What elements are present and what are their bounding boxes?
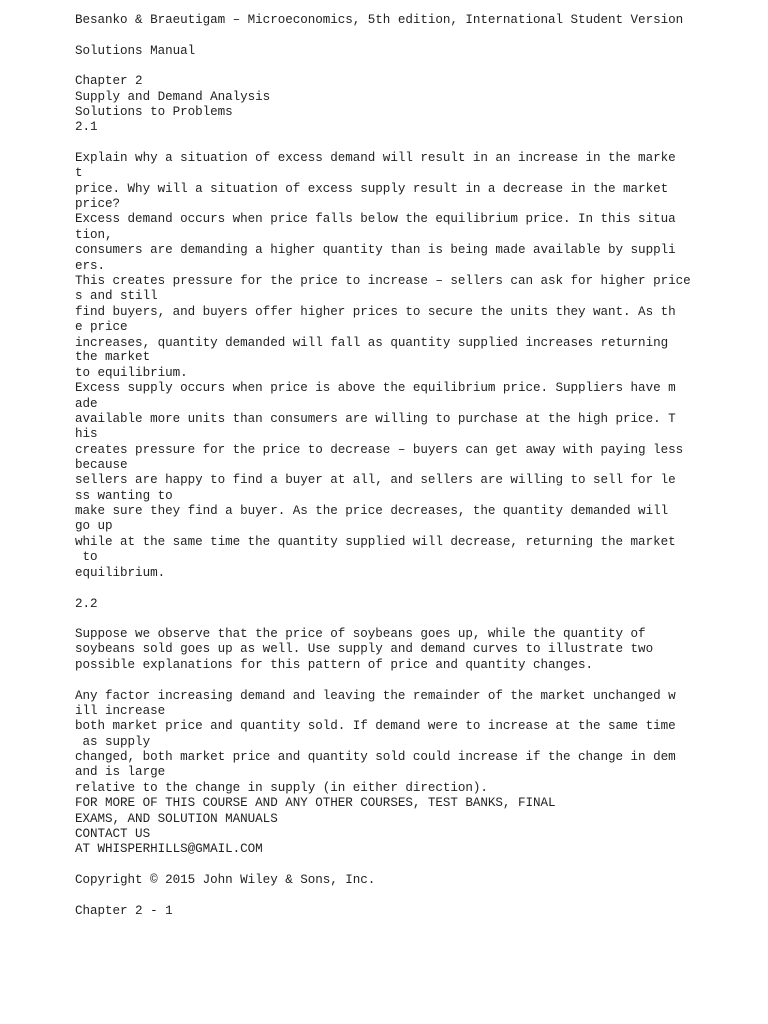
manual-title: Solutions Manual [75, 44, 196, 58]
answer-text-line: to [75, 550, 98, 564]
question-text-line: Explain why a situation of excess demand will result in an increase in the marke [75, 151, 676, 165]
answer-text-line: Excess demand occurs when price falls below the equilibrium price. In this situa [75, 212, 676, 226]
problem-number: 2.2 [75, 597, 98, 611]
answer-text-line: consumers are demanding a higher quantity than is being made available by suppli [75, 243, 676, 257]
answer-text-line: to equilibrium. [75, 366, 188, 380]
header-line: Besanko & Braeutigam – Microeconomics, 5th edition, International Student Version [75, 13, 684, 27]
copyright-notice: Copyright © 2015 John Wiley & Sons, Inc. [75, 873, 376, 887]
answer-text-line: his [75, 427, 98, 441]
answer-text-line: creates pressure for the price to decrease – buyers can get away with paying less [75, 443, 684, 457]
answer-text-line: This creates pressure for the price to increase – sellers can ask for higher price [75, 274, 691, 288]
section-title: Solutions to Problems [75, 105, 233, 119]
answer-text-line: Any factor increasing demand and leaving the remainder of the market unchanged w [75, 689, 676, 703]
promo-text-line: FOR MORE OF THIS COURSE AND ANY OTHER COURSES, TEST BANKS, FINAL [75, 796, 556, 810]
question-text-line: Suppose we observe that the price of soybeans goes up, while the quantity of [75, 627, 646, 641]
question-text-line: soybeans sold goes up as well. Use supply and demand curves to illustrate two [75, 642, 654, 656]
promo-text-line: EXAMS, AND SOLUTION MANUALS [75, 812, 278, 826]
answer-text-line: go up [75, 519, 113, 533]
answer-text-line: because [75, 458, 128, 472]
question-text-line: price. Why will a situation of excess supply result in a decrease in the market [75, 182, 669, 196]
answer-text-line: ade [75, 397, 98, 411]
answer-text-line: make sure they find a buyer. As the price decreases, the quantity demanded will [75, 504, 669, 518]
answer-text-line: ers. [75, 259, 106, 273]
answer-text-line: ill increase [75, 704, 166, 718]
answer-text-line: s and still [75, 289, 158, 303]
question-text-line: price? [75, 197, 121, 211]
answer-text-line: sellers are happy to find a buyer at all, and sellers are willing to sell for le [75, 473, 676, 487]
problem-number: 2.1 [75, 120, 98, 134]
answer-text-line: as supply [75, 735, 151, 749]
answer-text-line: the market [75, 350, 151, 364]
chapter-title: Supply and Demand Analysis [75, 90, 271, 104]
answer-text-line: increases, quantity demanded will fall as quantity supplied increases returning [75, 336, 669, 350]
question-text-line: t [75, 166, 83, 180]
answer-text-line: ss wanting to [75, 489, 173, 503]
answer-text-line: both market price and quantity sold. If demand were to increase at the same time [75, 719, 676, 733]
answer-text-line: while at the same time the quantity supplied will decrease, returning the market [75, 535, 676, 549]
answer-text-line: changed, both market price and quantity sold could increase if the change in dem [75, 750, 676, 764]
answer-text-line: Excess supply occurs when price is above the equilibrium price. Suppliers have m [75, 381, 676, 395]
page-footer: Chapter 2 - 1 [75, 904, 173, 918]
answer-text-line: available more units than consumers are willing to purchase at the high price. T [75, 412, 676, 426]
answer-text-line: find buyers, and buyers offer higher prices to secure the units they want. As th [75, 305, 676, 319]
question-text-line: possible explanations for this pattern of price and quantity changes. [75, 658, 594, 672]
answer-text-line: tion, [75, 228, 113, 242]
answer-text-line: and is large [75, 765, 166, 779]
chapter-label: Chapter 2 [75, 74, 143, 88]
contact-email: AT WHISPERHILLS@GMAIL.COM [75, 842, 263, 856]
promo-text-line: CONTACT US [75, 827, 151, 841]
answer-text-line: relative to the change in supply (in either direction). [75, 781, 488, 795]
answer-text-line: equilibrium. [75, 566, 166, 580]
answer-text-line: e price [75, 320, 128, 334]
